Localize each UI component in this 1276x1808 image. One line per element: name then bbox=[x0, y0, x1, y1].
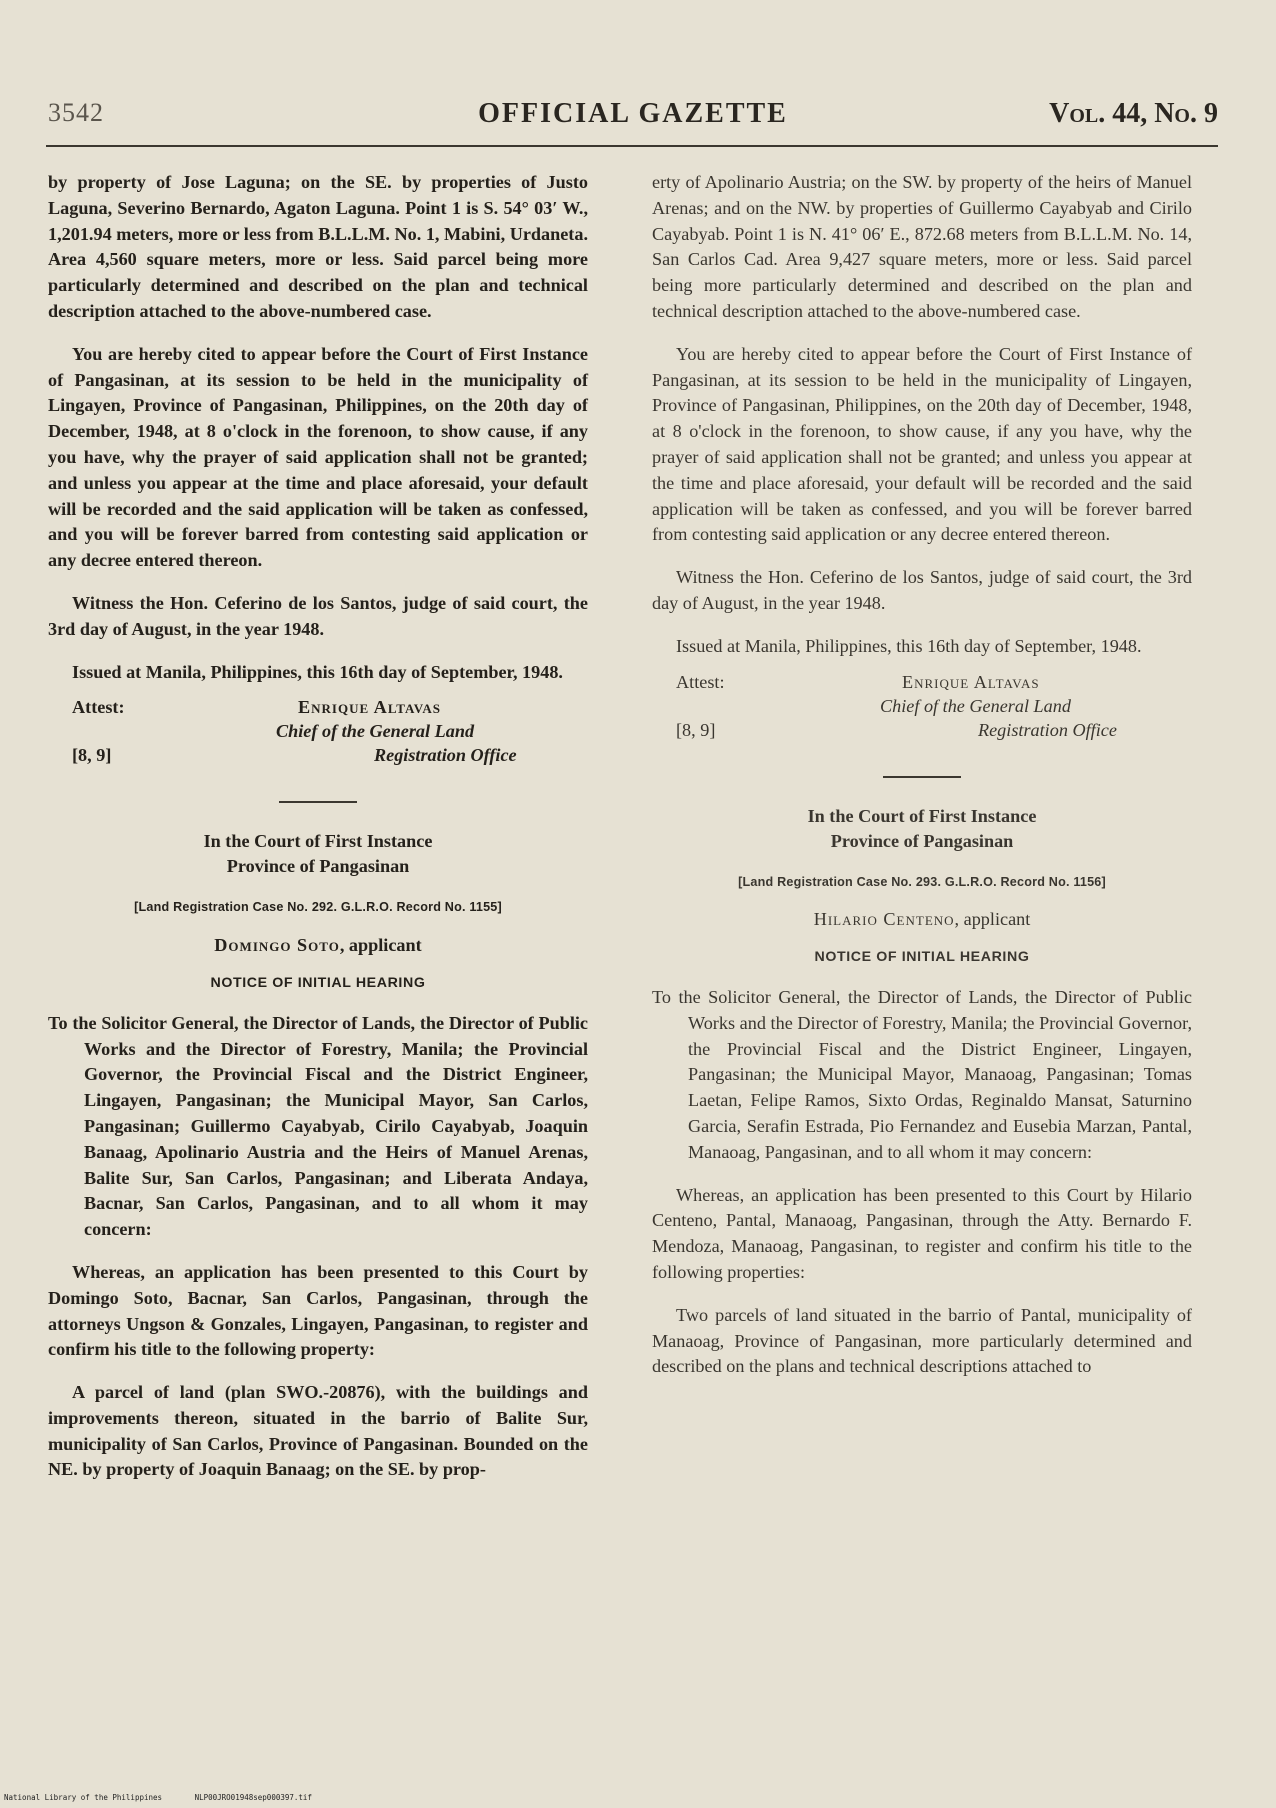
applicant-name: Hilario Centeno bbox=[813, 909, 955, 930]
paragraph-whereas: Whereas, an application has been presented to this Court by Domingo Soto, Bacnar, San Carlos, Pangasinan, through the attorneys Ungson & Gonzales, Lingayen, Pangasinan, to register and confirm his title to the following property: bbox=[48, 1261, 588, 1360]
notice-heading: NOTICE OF INITIAL HEARING bbox=[210, 974, 426, 991]
paragraph-witness: Witness the Hon. Ceferino de los Santos, judge of said court, the 3rd day of August, in the year 1948. bbox=[652, 567, 1192, 613]
applicant-line bbox=[48, 933, 588, 959]
signatory-title-line2: Registration Office bbox=[374, 745, 517, 766]
scan-footer bbox=[4, 1793, 340, 1802]
signatory-title-line1: Chief of the General Land bbox=[276, 721, 475, 742]
addressees: To the Solicitor General, the Director of Lands, the Director of Public Works and the Director of Forestry, Manila; the Provincial Governor, the Provincial Fiscal and the District Engineer, Lingayen, Pangasinan; the Municipal Mayor, San Carlos, Pangasinan; Guillermo Cayabyab, Cirilo Cayabyab, Joaquin Banaag, Apolinario Austria and the Heirs of Manuel Arenas, Balite Sur, San Carlos, Pangasinan; and Liberata Andaya, Bacnar, San Carlos, Pangasinan, and to all whom it may concern: bbox=[48, 1012, 588, 1240]
page-header bbox=[48, 98, 1218, 138]
section-divider bbox=[279, 801, 357, 803]
footer-file: NLP00JRO01948sep000397.tif bbox=[194, 1793, 312, 1802]
volume-number: Vol. 44, No. 9 bbox=[1049, 98, 1218, 129]
section-divider bbox=[883, 776, 961, 778]
signatory-title-line2: Registration Office bbox=[978, 719, 1117, 740]
court-heading bbox=[652, 804, 1192, 854]
publication-title: OFFICIAL GAZETTE bbox=[478, 98, 788, 129]
signatory-name: Enrique Altavas bbox=[298, 697, 442, 718]
court-line1: In the Court of First Instance bbox=[807, 805, 1037, 826]
issue-dates: [8, 9] bbox=[676, 719, 716, 740]
signature-block bbox=[652, 670, 1192, 762]
signature-block bbox=[48, 695, 588, 787]
footer-source: National Library of the Philippines bbox=[4, 1793, 163, 1802]
applicant-name: Domingo Soto bbox=[214, 935, 340, 956]
signatory-title-line1: Chief of the General Land bbox=[880, 695, 1071, 716]
paragraph-witness: Witness the Hon. Ceferino de los Santos, judge of said court, the 3rd day of August, in the year 1948. bbox=[48, 592, 588, 639]
paragraph-boundaries: by property of Jose Laguna; on the SE. by properties of Justo Laguna, Severino Bernardo, Agaton Laguna. Point 1 is S. 54° 03′ W., 1,201.94 meters, more or less from B.L.L.M. No. 1, Mabini, Urdaneta. Area 4,560 square meters, more or less. Said parcel being more particularly determined and described on the plan and technical description attached to the above-numbered case. bbox=[48, 172, 589, 321]
signatory-name: Enrique Altavas bbox=[902, 671, 1040, 692]
paragraph-issued: Issued at Manila, Philippines, this 16th day of September, 1948. bbox=[72, 661, 563, 682]
paragraph-parcel: A parcel of land (plan SWO.-20876), with the buildings and improvements thereon, situated in the barrio of Balite Sur, municipality of San Carlos, Province of Pangasinan. Bounded on the NE. by property of Joaquin Banaag; on the SE. by prop- bbox=[48, 1382, 588, 1480]
notice-heading: NOTICE OF INITIAL HEARING bbox=[814, 949, 1030, 966]
paragraph-citation: You are hereby cited to appear before the Court of First Instance of Pangasinan, at its session to be held in the municipality of Lingayen, Province of Pangasinan, Philippines, on the 20th day of December, 1948, at 8 o'clock in the forenoon, to show cause, if any you have, why the prayer of said application shall not be granted; and unless you appear at the time and place aforesaid, your default will be recorded and the said application will be taken as confessed, and you will be forever barred from contesting said application or any decree entered thereon. bbox=[48, 343, 588, 571]
applicant-suffix: , applicant bbox=[954, 909, 1031, 930]
paragraph-boundaries: erty of Apolinario Austria; on the SW. by property of the heirs of Manuel Arenas; and on the NW. by properties of Guillermo Cayabyab and Cirilo Cayabyab. Point 1 is N. 41° 06′ E., 872.68 meters from B.L.L.M. No. 14, San Carlos Cad. Area 9,427 square meters, more or less. Said parcel being more particularly determined and described on the plan and technical description attached to the above-numbered case. bbox=[652, 172, 1192, 321]
header-rule bbox=[46, 145, 1218, 147]
paragraph-whereas: Whereas, an application has been presented to this Court by Hilario Centeno, Pantal, Manaoag, Pangasinan, through the Atty. Bernardo F. Mendoza, Manaoag, Pangasinan, to register and confirm his title to the following properties: bbox=[652, 1184, 1192, 1282]
court-line1: In the Court of First Instance bbox=[203, 831, 433, 852]
court-line2: Province of Pangasinan bbox=[226, 856, 410, 877]
left-column bbox=[48, 170, 588, 1500]
applicant-suffix: , applicant bbox=[339, 935, 422, 956]
case-line: [Land Registration Case No. 293. G.L.R.O. Record No. 1156] bbox=[738, 874, 1106, 889]
court-heading bbox=[48, 829, 588, 879]
paragraph-citation: You are hereby cited to appear before the Court of First Instance of Pangasinan, at its session to be held in the municipality of Lingayen, Province of Pangasinan, Philippines, on the 20th day of December, 1948, at 8 o'clock in the forenoon, to show cause, if any you have, why the prayer of said application shall not be granted; and unless you appear at the time and place aforesaid, your default will be recorded and the said application will be taken as confessed, and you will be forever barred from contesting said application or any decree entered thereon. bbox=[652, 343, 1192, 545]
court-line2: Province of Pangasinan bbox=[830, 830, 1014, 851]
right-column bbox=[652, 170, 1192, 1397]
applicant-line bbox=[652, 907, 1192, 933]
addressees: To the Solicitor General, the Director of Lands, the Director of Public Works and the Director of Forestry, Manila; the Provincial Governor, the Provincial Fiscal and the District Engineer, Lingayen, Pangasinan; the Municipal Mayor, Manaoag, Pangasinan; Tomas Laetan, Felipe Ramos, Sixto Ordas, Reginaldo Mansat, Saturnino Garcia, Serafin Estrada, Pio Fernandez and Eusebia Marzan, Pantal, Manaoag, Pangasinan, and to all whom it may concern: bbox=[652, 986, 1192, 1162]
attest-label: Attest: bbox=[72, 697, 125, 718]
paragraph-parcels: Two parcels of land situated in the barrio of Pantal, municipality of Manaoag, Province of Pangasinan, more particularly determined and described on the plans and technical descriptions attached to bbox=[652, 1304, 1192, 1377]
issue-dates: [8, 9] bbox=[72, 745, 112, 766]
attest-label: Attest: bbox=[676, 671, 725, 692]
case-line: [Land Registration Case No. 292. G.L.R.O. Record No. 1155] bbox=[134, 900, 502, 915]
page-number: 3542 bbox=[48, 98, 104, 127]
paragraph-issued: Issued at Manila, Philippines, this 16th day of September, 1948. bbox=[676, 635, 1142, 656]
